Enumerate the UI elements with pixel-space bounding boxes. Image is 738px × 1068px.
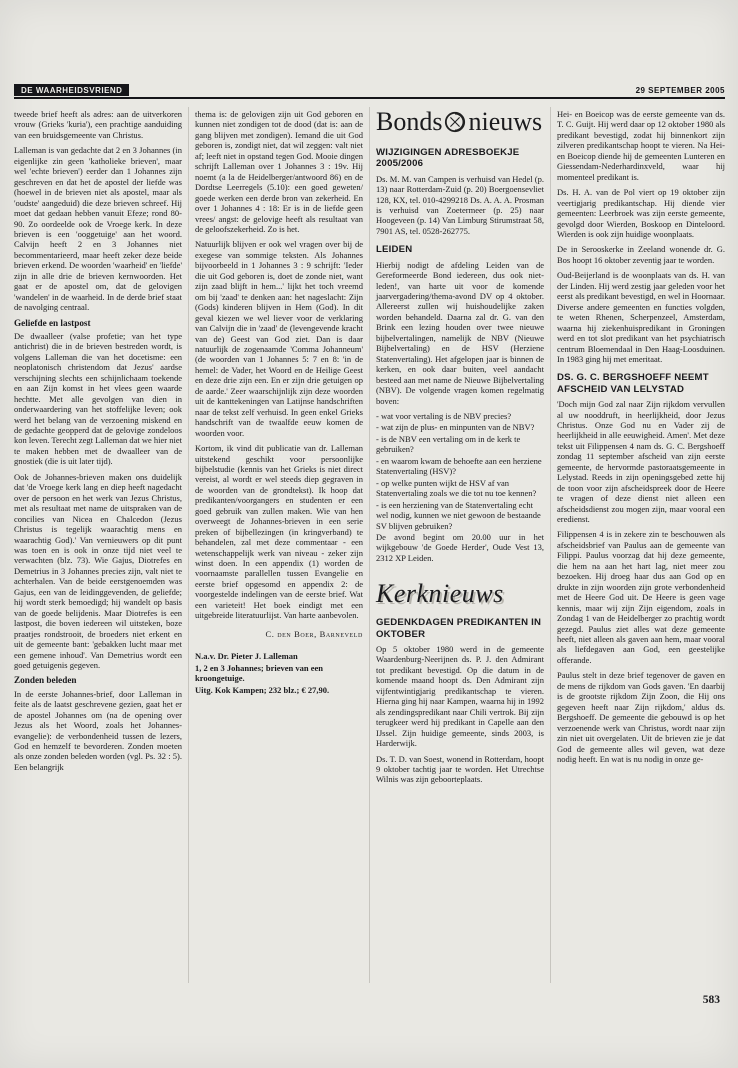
section-heading-gedenkdagen-predikanten: GEDENKDAGEN PREDIKANTEN IN OKTOBER [376,617,542,640]
page-header [14,84,725,99]
paragraph: Paulus stelt in deze brief tegenover de gaven en de mens de rijkdom van Gods gaven. 'En daarbij is de grootste rijkdom Zijn Zoon, die Hij ons gegeven heeft naar Zijn rijkdom,' aldus ds. Bergshoeff. De gemeente die gebouwd is op het verzoenende werk van Christus, wordt naar zijn zin niet uit overgelaten. Uit de brieven zie je dat God de gemeente alles wil geven, wat deze nodig heeft. En wat is nu nodig in onze ge- [557,670,725,764]
paragraph: In de eerste Johannes-brief, door Lalleman in feite als de laatst geschrevene gezien, gaat het er de apostel Johannes om (na de opening over Jezus als het Woord, zoals het Johannes-evangelie): de verbondenheid tussen de lezers, God en hemzelf te bevorderen. Zonden moeten als onze zonden beleden worden (vgl. Ps. 32 : 5). Een belangrijk [14,688,182,772]
page-number: 583 [702,994,720,1006]
paragraph: Oud-Beijerland is de woonplaats van ds. H. van der Linden. Hij werd zestig jaar geleden voor het eerst als predikant bevestigd, en wel in Hoornaar. Diverse andere gemeenten en functies volgden, te weten Rhenen, Scherpenzeel, Amsterdam, waarna hij ziekenhuispredikant in Groningen werd en tot slot predikant van het psychiatrisch centrum Bloemendaal in Den Haag-Loosduinen. In 1983 ging hij met emeritaat. [557,270,725,364]
book-reference-title: 1, 2 en 3 Johannes; brieven van een kroongetuige. [195,662,323,684]
paragraph: Ds. H. A. van de Pol viert op 19 oktober zijn veertigjarig predikantschap. Hij diende vier gemeenten: Leerbroek was zijn eerste gemeente, gevolgd door Wierden, Boskoop en Dinteloord. Wierden is ook zijn huidige woonplaats. [557,187,725,239]
question-item: - op welke punten wijkt de HSV af van Statenvertaling zoals we die tot nu toe kennen? [376,477,537,499]
section-heading-zonden-beleden: Zonden beleden [14,675,77,686]
column-4 [550,107,725,983]
paragraph: Natuurlijk blijven er ook wel vragen over bij de exegese van sommige teksten. Als Johannes bijvoorbeeld in 1 Johannes 3 : 9 schrijft: 'Ieder die uit God geboren is, doet de zonde niet, want zijn zaad blijft in hem...' lijkt het toch vreemd om bij 'zaad' te denken aan: het nageslacht: Zijn (Gods) kinderen blijven in Hem (God). In dit geval kiezen we wel liever voor de verklaring van Calvijn die in 'zaad' de (levengevende kracht van de) Geest van God ziet. Dan is daar natuurlijk de zogenaamde 'Comma Johanneum' (de woorden van 1 Johannes 5: 7 en 8: 'in de hemel: de Vader, het Woord en de Heilige Geest en deze drie zijn een. En er zijn drie getuigen op de aarde.' Zeer waarschijnlijk zijn deze woorden uit de kanttekeningen van Latijnse handschriften naar de tekst zelf verhuisd. In geen enkel Grieks handschrift van de twaalfde eeuw komen de woorden voor. [195,239,363,438]
bond-emblem-icon [444,111,466,133]
kerknieuws-logo: Kerknieuws [376,579,504,609]
author-byline: C. den Boer, Barneveld [265,628,363,639]
paragraph: De avond begint om 20.00 uur in het wijkgebouw 'de Goede Herder', Oude Vest 13, 2312 XP Leiden. [376,531,544,563]
paragraph: Ds. M. M. van Campen is verhuisd van Hedel (p. 13) naar Rotterdam-Zuid (p. 20) Boergoensevliet 128, KX, tel. 010-4299218 Ds. A. A. A. Prosman is verhuisd van Zoetermeer (p. 25) naar Hoogeveen (p. 14) Van Limburg Stirumstraat 58, 7901 AS, tel. 0528-262775. [376,173,544,236]
column-3 [369,107,550,983]
question-list [376,411,544,531]
question-item: - is de NBV een vertaling om in de kerk te gebruiken? [376,433,521,455]
paragraph: Hei- en Boeicop was de eerste gemeente van ds. T. C. Guijt. Hij werd daar op 12 oktober 1980 als predikant bevestigd, zodat hij binnenkort zijn zilveren predikantschap hoopt te vieren. Na Hei- en Boeicop diende hij de gemeenten Lunteren en Giessendam-Nederhardinxveld, waar hij momenteel predikant is. [557,109,725,182]
section-heading-wijzigingen-adresboekje: WIJZIGINGEN ADRESBOEKJE 2005/2006 [376,147,520,170]
column-2 [188,107,369,983]
bondsnieuws-logo-right: nieuws [468,107,543,136]
issue-date: 29 SEPTEMBER 2005 [635,86,725,95]
masthead: DE WAARHEIDSVRIEND [14,84,129,96]
paragraph: Ds. T. D. van Soest, wonend in Rotterdam, hoopt 9 oktober tachtig jaar te worden. Het Utrechtse Wilnis was zijn geboorteplaats. [376,753,544,785]
paragraph: tweede brief heeft als adres: aan de uitverkoren vrouw (Grieks 'kuria'), een prachtige aanduiding van een bruidsgemeente van Christus. [14,109,182,140]
section-heading-bergshoeff-afscheid: DS. G. C. BERGSHOEFF NEEMT AFSCHEID VAN LELYSTAD [557,372,709,395]
section-heading-leiden: LEIDEN [376,244,413,256]
paragraph: Hierbij nodigt de afdeling Leiden van de Gereformeerde Bond iedereen, dus ook niet-leden!, van harte uit voor de komende jaarvergadering/thema-avond DV op 4 oktober. Allereerst zullen wij huishoudelijke zaken worden behandeld. Daarna zal dr. G. van den Brink een lezing houden over twee nieuwe bijbelvertalingen, namelijk de NBV (Nieuwe Bijbelvertaling) en de HSV (Herziene Statenvertaling). Het afgelopen jaar is binnen de kerken, en ook daar buiten, veel aandacht besteed aan met name de Nieuwe Bijbelvertaling (NBV). De volgende vragen komen regelmatig boven: [376,259,544,406]
book-reference-author: N.a.v. Dr. Pieter J. Lalleman [195,651,298,662]
article-columns [14,107,725,983]
bondsnieuws-logo-left: Bonds [376,107,443,136]
paragraph: Op 5 oktober 1980 werd in de gemeente Waardenburg-Neerijnen ds. P. J. den Admirant tot predikant bevestigd. Op die datum in de komende maand hoopt ds. Den Admirant zijn vijfentwintigjarig predikantschap te vieren. Hierna ging hij naar Kampen, waarna hij in 1992 als zendingspredikant naar Chili vertrok. Bij zijn terugkeer werd hij predikant in Capelle aan den IJssel. Zijn huidige gemeente, sinds 2003, is Harderwijk. [376,643,544,749]
paragraph: Lalleman is van gedachte dat 2 en 3 Johannes (in eigenlijke zin geen 'katholieke brieven', maar wel 'echte brieven') eerder dan 1 Johannes zijn geschreven en dat het de apostel der liefde was (hoewel in de brieven niet als apostel, maar als 'oudste' aangeduid) die deze brieven schreef. Hij moet dat gedaan hebben vanuit Efeze; rond 80-90. Zo oordeelde ook de Vroege kerk. In deze brieven is een 'ooggetuige' aan het woord. Calvijn heeft 2 en 3 Johannes niet becommentarieerd, maar heeft zeker deze beide brieven erkend. De woorden 'waarheid' en 'liefde' zijn in alle drie de brieven kernwoorden. Het gaat er de apostel om, dat de gelovigen 'wandelen' in de waarheid. In de derde brief staat de navolging centraal. [14,145,182,313]
question-item: - wat zijn de plus- en minpunten van de NBV? [376,422,535,433]
question-item: - wat voor vertaling is de NBV precies? [376,411,512,421]
book-reference-publisher: Uitg. Kok Kampen; 232 blz.; € 27,90. [195,684,330,695]
bondsnieuws-logo [376,109,544,135]
paragraph: Ook de Johannes-brieven maken ons duidelijk dat 'de Vroege kerk lang en diep heeft nagedacht over de persoon en het werk van Jezus Christus, met als resultaat met name de uitspraken van de concilies van Nicea en Chalcedon (Jezus Christus is tegelijk waarachtig mens en waarachtig God).' Van vernieuwers op dit punt was toen en is ook in onze tijd niet veel te verwachten (blz. 73). Wie Gajus, Diotrefes en Demetrius in 3 Johannes precies zijn, valt niet te achterhalen. Van de beide eerstgenoemden was Gajus, een van de leidinggevenden, de geliefde; hij wordt sterk bemoedigd; hij wandelt op basis van de goede belijdenis. Maar Diotrefes is een lastpost, die boven iedereen wil uitsteken, boze praatjes rondstrooit, de broeders niet erkent en uit de gemeente bant: 'gebakken lucht maar met een gemene inhoud'. Van Demetrius wordt een goed getuigenis gegeven. [14,471,182,670]
column-1 [14,107,188,983]
paragraph: De in Serooskerke in Zeeland wonende dr. G. Bos hoopt 16 oktober zeventig jaar te worden. [557,244,725,265]
paragraph: 'Doch mijn God zal naar Zijn rijkdom vervullen al uw nooddruft, in heerlijkheid, door Jezus Christus. Onze God nu en Vader zij de heerlijkheid in alle eeuwigheid. Amen'. Met deze tekst uit Filippensen 4 nam ds. G. C. Bergshoeff zondag 11 september afscheid van zijn eerste gemeente, de hervormde pastoraatsgemeente in Lelystad. Reeds in zijn openingsgebed zette hij de toon voor zijn afscheidspreek door de Heere te vragen of deze dienst niet alleen een afscheidsdienst zou mogen zijn, maar vooral een eredienst. [557,399,725,525]
paragraph: thema is: de gelovigen zijn uit God geboren en kunnen niet zondigen tot de dood (dat is: aan de gang blijven met zondigen). Iemand die uit God geboren is, zondigt niet, dat wil zeggen: valt niet af; leeft niet in opstand tegen God. Mooie dingen schrijft Lalleman over 1 Johannes 3 : 19v. Hij noemt (a la de Heidelberger/antwoord 86) en de Dordtse Leerregels (5.10): een goed geweten/ goede werken een derde bron van zekerheid. En over 1 Johannes 4 : 18: Er is in de liefde geen vrees/ angst: de gelovige heeft als resultaat van de geloofszekerheid. Zo is het. [195,109,363,234]
question-item: - en waarom kwam de behoefte aan een herziene Statenvertaling (HSV)? [376,455,542,477]
paragraph: De dwaalleer (valse profetie; van het type antichrist) die in de brieven bestreden wordt, is volgens Lalleman die van het docetisme: een neoplatonisch christendom dat Jezus' aardse verschijning slechts een schijnlichaam toekende en aan Zijn komst in het vlees geen waarde hechtte. Met alle gevolgen van dien in onderwaardering van het stoffelijke leven; ook werd het belang van de verzoening miskend en de gedachte geopperd dat de gelovige zondeloos kon leven. Terecht zegt Lalleman dat we hier niet te maken hebben met de dwaalleer van de gnostiek (die is uit later tijd). [14,330,182,467]
question-item: - is een herziening van de Statenvertaling echt wel nodig, kunnen we niet gewoon de bestaande SV blijven gebruiken? [376,499,541,531]
section-heading-geliefde-en-lastpost: Geliefde en lastpost [14,317,91,328]
paragraph: Filippensen 4 is in zekere zin te beschouwen als afscheidsbrief van Paulus aan de gemeente van Filippi. Paulus voorzag dat hij deze gemeente, die hem na aan het hart lag, niet meer zou bezoeken. Hij droeg haar dus aan God op en drukte in zijn woorden zijn grote verbondenheid met de Heere God uit. De Heere is geen vage kennis, maar wij zijn Zijn eigendom, zoals in Zondag 1 van de Heidelberger zo prachtig wordt gezegd. Paulus ziet alles wat deze gemeente heeft, niet alleen als gaven aan hem, maar vooral als liefdegaven aan God, een geestelijke offerande. [557,529,725,665]
paragraph: Kortom, ik vind dit publicatie van dr. Lalleman uitstekend geschikt voor persoonlijke bijbelstudie (kennis van het Grieks is niet direct vereist, al wordt er wel steeds diep gegraven in de woorden van de grondtekst). Ik hoop dat predikanten/voorgangers en studenten er een goed gebruik van zullen maken. Wie van hen overweegt de Johannes-brieven in een serie preken of bijbellezingen (in kringverband) te behandelen, zal met deze commentaar - een wetenschappelijk werk van niveau - zeker zijn winst doen. In een appendix (1) worden de voornaamste parallellen tussen Evangelie en eerste brief opgesomd en appendix 2: de voorgestelde indelingen van de eerste brief. Wat een varieteit! Het boek eindigt met een uitgebreide literatuurlijst. Van harte aanbevolen. [195,443,363,621]
